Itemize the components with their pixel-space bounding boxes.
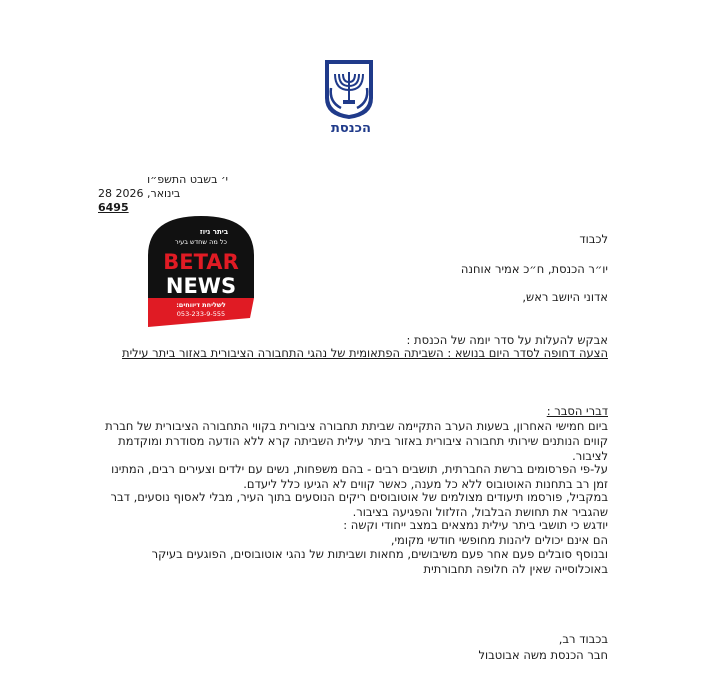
logo-word-betar: BETAR	[163, 250, 239, 274]
reference-number: 6495	[98, 201, 129, 214]
logo-word-news: NEWS	[165, 274, 237, 298]
hebrew-date: י׳ בשבט התשפ״ו	[147, 173, 228, 186]
paragraph: הם אינם יכולים ליהנות מחופשי חודשי מקומי,	[390, 533, 608, 547]
paragraph: ובנוסף סובלים פעם אחר פעם משיבושים, מחאות ושביתות של נהגי אוטובוסים, הפוגעים בעיקר באוכלוסייה שאין לה חלופה תחבורתית	[151, 547, 608, 576]
paragraph: ביום חמישי האחרון, בשעות הערב התקיימה שביתת תחבורה ציבורית בקווי התחבורה הציבורית של חברת קווים הנותנים שירותי תחבורה ציבורית באזור ביתר עילית השביתה קרא ללא הודעה מסודרת ומוקדמת לציבור.	[105, 419, 608, 463]
paragraph: יודגש כי תושבי ביתר עילית נמצאים במצב ייחודי וקשה :	[343, 518, 608, 532]
recipient: יו״ר הכנסת, ח״כ אמיר אוחנה	[460, 262, 608, 276]
paragraph: על-פי הפרסומים ברשת החברתית, תושבים רבים - בהם משפחות, נשים עם ילדים וצעירים רבים, המתינו זמן רב בתחנות האוטובוס ללא כל מענה, כאשר קווים לא הגיעו כלל ליעדם.	[111, 462, 608, 491]
betar-news-logo	[146, 214, 256, 328]
logo-subtagline: כל מה שחדש בעיר	[175, 238, 227, 246]
explanation-heading: דברי הסבר :	[546, 404, 608, 418]
date-block	[98, 173, 228, 215]
signer-name: חבר הכנסת משה אבוטבול	[478, 648, 608, 662]
letterhead-name: הכנסת	[331, 121, 371, 136]
salutation: לכבוד	[579, 232, 608, 246]
closing: בכבוד רב,	[558, 632, 608, 646]
request-line: אבקש להעלות על סדר יומה של הכנסת :	[406, 333, 608, 347]
logo-tagline: ביתר ניוז	[199, 228, 229, 236]
address-line: אדוני היושב ראש,	[522, 290, 608, 304]
gregorian-date: 28 בינואר, 2026	[98, 187, 181, 200]
knesset-emblem-icon	[321, 58, 377, 120]
logo-reports-label: לשליחת דיווחים:	[176, 301, 226, 309]
logo-phone: 053-233-9-555	[176, 310, 226, 318]
paragraph: במקביל, פורסמו תיעודים מצולמים של אוטובוסים ריקים הנוסעים בתוך העיר, מבלי לאסוף נוסעים, דבר שהגביר את תחושת הבלבול, הזלזול והפגיעה בציבור.	[110, 490, 608, 519]
proposal-title: הצעה דחופה לסדר היום בנושא : השביתה הפתאומית של נהגי התחבורה הציבורית באזור ביתר עילית	[122, 346, 608, 360]
